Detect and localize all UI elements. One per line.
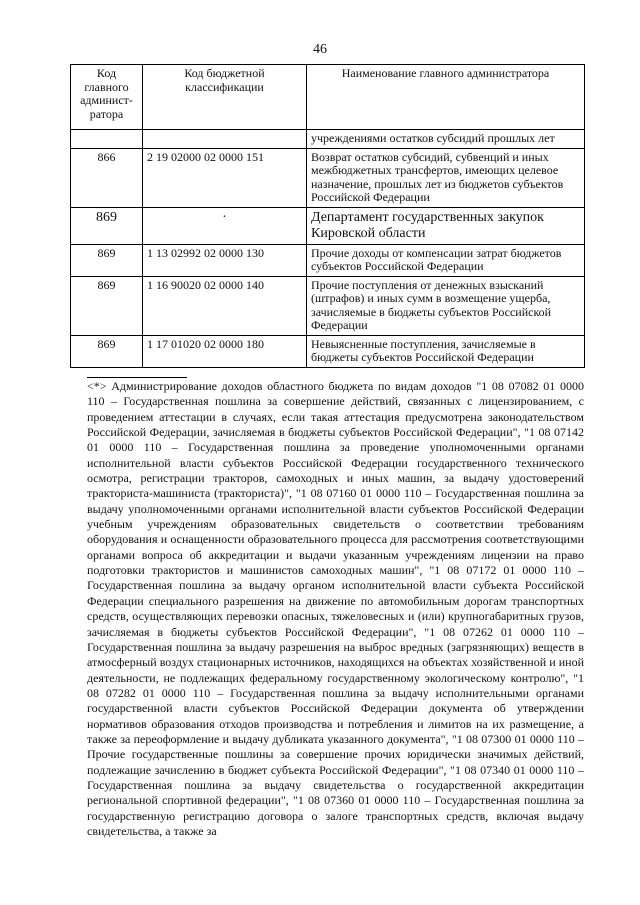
table-row (71, 335, 585, 367)
cell-name: Возврат остатков субсидий, субвенций и иных межбюджетных трансфертов, имеющих целевое назначение, прошлых лет из бюджетов субъектов Российской Федерации (307, 148, 585, 207)
header-code-admin: Код главного админист-ратора (71, 65, 143, 130)
cell-code-admin: 869 (71, 335, 143, 367)
cell-name: учреждениями остатков субсидий прошлых лет (307, 130, 585, 149)
cell-budget-code (143, 130, 307, 149)
cell-budget-code: 1 13 02992 02 0000 130 (143, 244, 307, 276)
cell-code-admin: 869 (71, 207, 143, 244)
cell-code-admin (71, 130, 143, 149)
cell-budget-code: 2 19 02000 02 0000 151 (143, 148, 307, 207)
cell-budget-code: 1 17 01020 02 0000 180 (143, 335, 307, 367)
cell-name: Прочие поступления от денежных взысканий (штрафов) и иных сумм в возмещение ущерба, зачисляемые в бюджеты субъектов Российской Федерации (307, 276, 585, 335)
department-name: Департамент государственных закупок Кировской области (307, 207, 585, 244)
cell-name: Прочие доходы от компенсации затрат бюджетов субъектов Российской Федерации (307, 244, 585, 276)
page-number: 46 (313, 42, 327, 57)
table-header-row (71, 65, 585, 130)
cell-code-admin: 869 (71, 244, 143, 276)
header-budget-code: Код бюджетной классификации (143, 65, 307, 130)
cell-name: Невыясненные поступления, зачисляемые в бюджеты субъектов Российской Федерации (307, 335, 585, 367)
table-row (71, 148, 585, 207)
cell-code-admin: 866 (71, 148, 143, 207)
table-row (71, 130, 585, 149)
table-row (71, 276, 585, 335)
header-name: Наименование главного администратора (307, 65, 585, 130)
budget-table (70, 64, 585, 368)
cell-budget-code: · (143, 207, 307, 244)
cell-budget-code: 1 16 90020 02 0000 140 (143, 276, 307, 335)
cell-code-admin: 869 (71, 276, 143, 335)
footnote-separator (87, 377, 187, 378)
footnote-text: <*> Администрирование доходов областного бюджета по видам доходов "1 08 07082 01 0000 110 – Государственная пошлина за совершение действий, связанных с лицензированием, с проведением аттестации в случаях, если такая аттестация предусмотрена законодательством Российской Федерации, зачисляемая в бюджеты субъектов Российской Федерации", "1 08 07142 01 0000 110 – Государственная пошлина за проведение уполномоченными органами исполнительной власти субъектов Российской Федерации государственного технического осмотра, регистрации тракторов, самоходных и иных машин, за выдачу удостоверений тракториста-машиниста (тракториста)", "1 08 07160 01 0000 110 – Государственная пошлина за выдачу уполномоченными органами исполнительной власти субъектов Российской Федерации учебным учреждениям образовательных свидетельств о соответствии требованиям оборудования и оснащенности образовательного процесса для рассмотрения соответствующими органами вопроса об аккредитации и выдачи указанным учреждениям лицензии на право подготовки трактористов и машинистов самоходных машин", "1 08 07172 01 0000 110 – Государственная пошлина за выдачу органом исполнительной власти субъекта Российской Федерации специального разрешения на движение по автомобильным дорогам транспортных средств, осуществляющих перевозки опасных, тяжеловесных и (или) крупногабаритных грузов, зачисляемая в бюджеты субъектов Российской Федерации", "1 08 07262 01 0000 110 – Государственная пошлина за выдачу разрешения на выброс вредных (загрязняющих) веществ в атмосферный воздух стационарных источников, находящихся на объектах хозяйственной и иной деятельности, не подлежащих федеральному государственному экологическому контролю", "1 08 07282 01 0000 110 – Государственная пошлина за выдачу исполнительными органами государственной власти субъектов Российской Федерации документа об утверждении нормативов образования отходов производства и потребления и лимитов на их размещение, а также за переоформление и выдачу дубликата указанного документа", "1 08 07300 01 0000 110 – Прочие государственные пошлины за совершение прочих юридически значимых действий, подлежащие зачислению в бюджет субъекта Российской Федерации", "1 08 07340 01 0000 110 – Государственная пошлина за выдачу свидетельства о государственной аккредитации региональной спортивной федерации", "1 08 07360 01 0000 110 – Государственная пошлина за государственную регистрацию договора о залоге транспортных средств, включая выдачу свидетельства, а также за (87, 379, 584, 838)
department-row (71, 207, 585, 244)
table-row (71, 244, 585, 276)
